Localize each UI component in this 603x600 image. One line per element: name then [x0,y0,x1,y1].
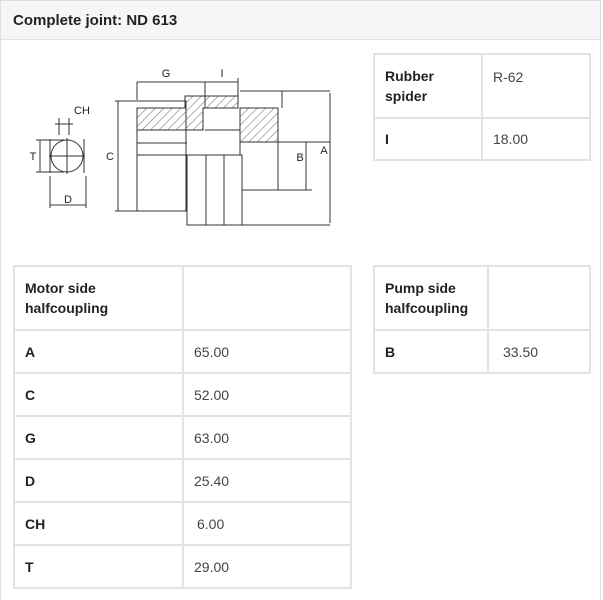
table-cell-label: CH [14,502,183,545]
table-cell-value: 29.00 [183,545,351,588]
dim-label-c: C [106,151,114,163]
table-row [14,373,351,416]
table-header-label: Motor side halfcoupling [14,266,183,330]
dim-label-ch: CH [74,105,90,117]
table-cell-label: T [14,545,183,588]
table-cell-value: 65.00 [183,330,351,373]
table-header-row [14,266,351,330]
table-row [14,459,351,502]
table-header-value [488,266,590,330]
table-header-row [374,266,590,330]
table-cell-value: 33.50 [488,330,590,373]
coupling-drawing [18,60,348,230]
table-cell-value: 52.00 [183,373,351,416]
pump-side-table [373,265,591,374]
table-cell-label: C [14,373,183,416]
table-cell-label: G [14,416,183,459]
dim-label-a: A [320,145,328,157]
dim-label-g: G [161,68,171,80]
page-header [0,0,601,40]
dim-label-i: I [220,68,224,80]
table-cell-value: R-62 [482,54,590,118]
shaft-end-view [36,118,86,208]
table-row [374,330,590,373]
table-cell-value: 6.00 [183,502,351,545]
table-cell-value: 63.00 [183,416,351,459]
motor-side-table [13,265,352,589]
table-row [374,118,590,160]
table-cell-label: I [374,118,482,160]
page-title: Complete joint: ND 613 [13,12,178,29]
table-row [374,54,590,118]
table-cell-label: D [14,459,183,502]
table-row [14,330,351,373]
table-row [14,545,351,588]
table-header-label: Pump side halfcoupling [374,266,488,330]
table-row [14,416,351,459]
table-cell-value: 25.40 [183,459,351,502]
table-cell-label: Rubber spider [374,54,482,118]
table-cell-label: B [374,330,488,373]
table-header-value [183,266,351,330]
table-cell-label: A [14,330,183,373]
table-cell-value: 18.00 [482,118,590,160]
rubber-spider-table [373,53,591,161]
dim-label-d: D [64,194,72,206]
dim-label-b: B [296,152,304,164]
table-row [14,502,351,545]
dim-label-t: T [29,151,37,163]
